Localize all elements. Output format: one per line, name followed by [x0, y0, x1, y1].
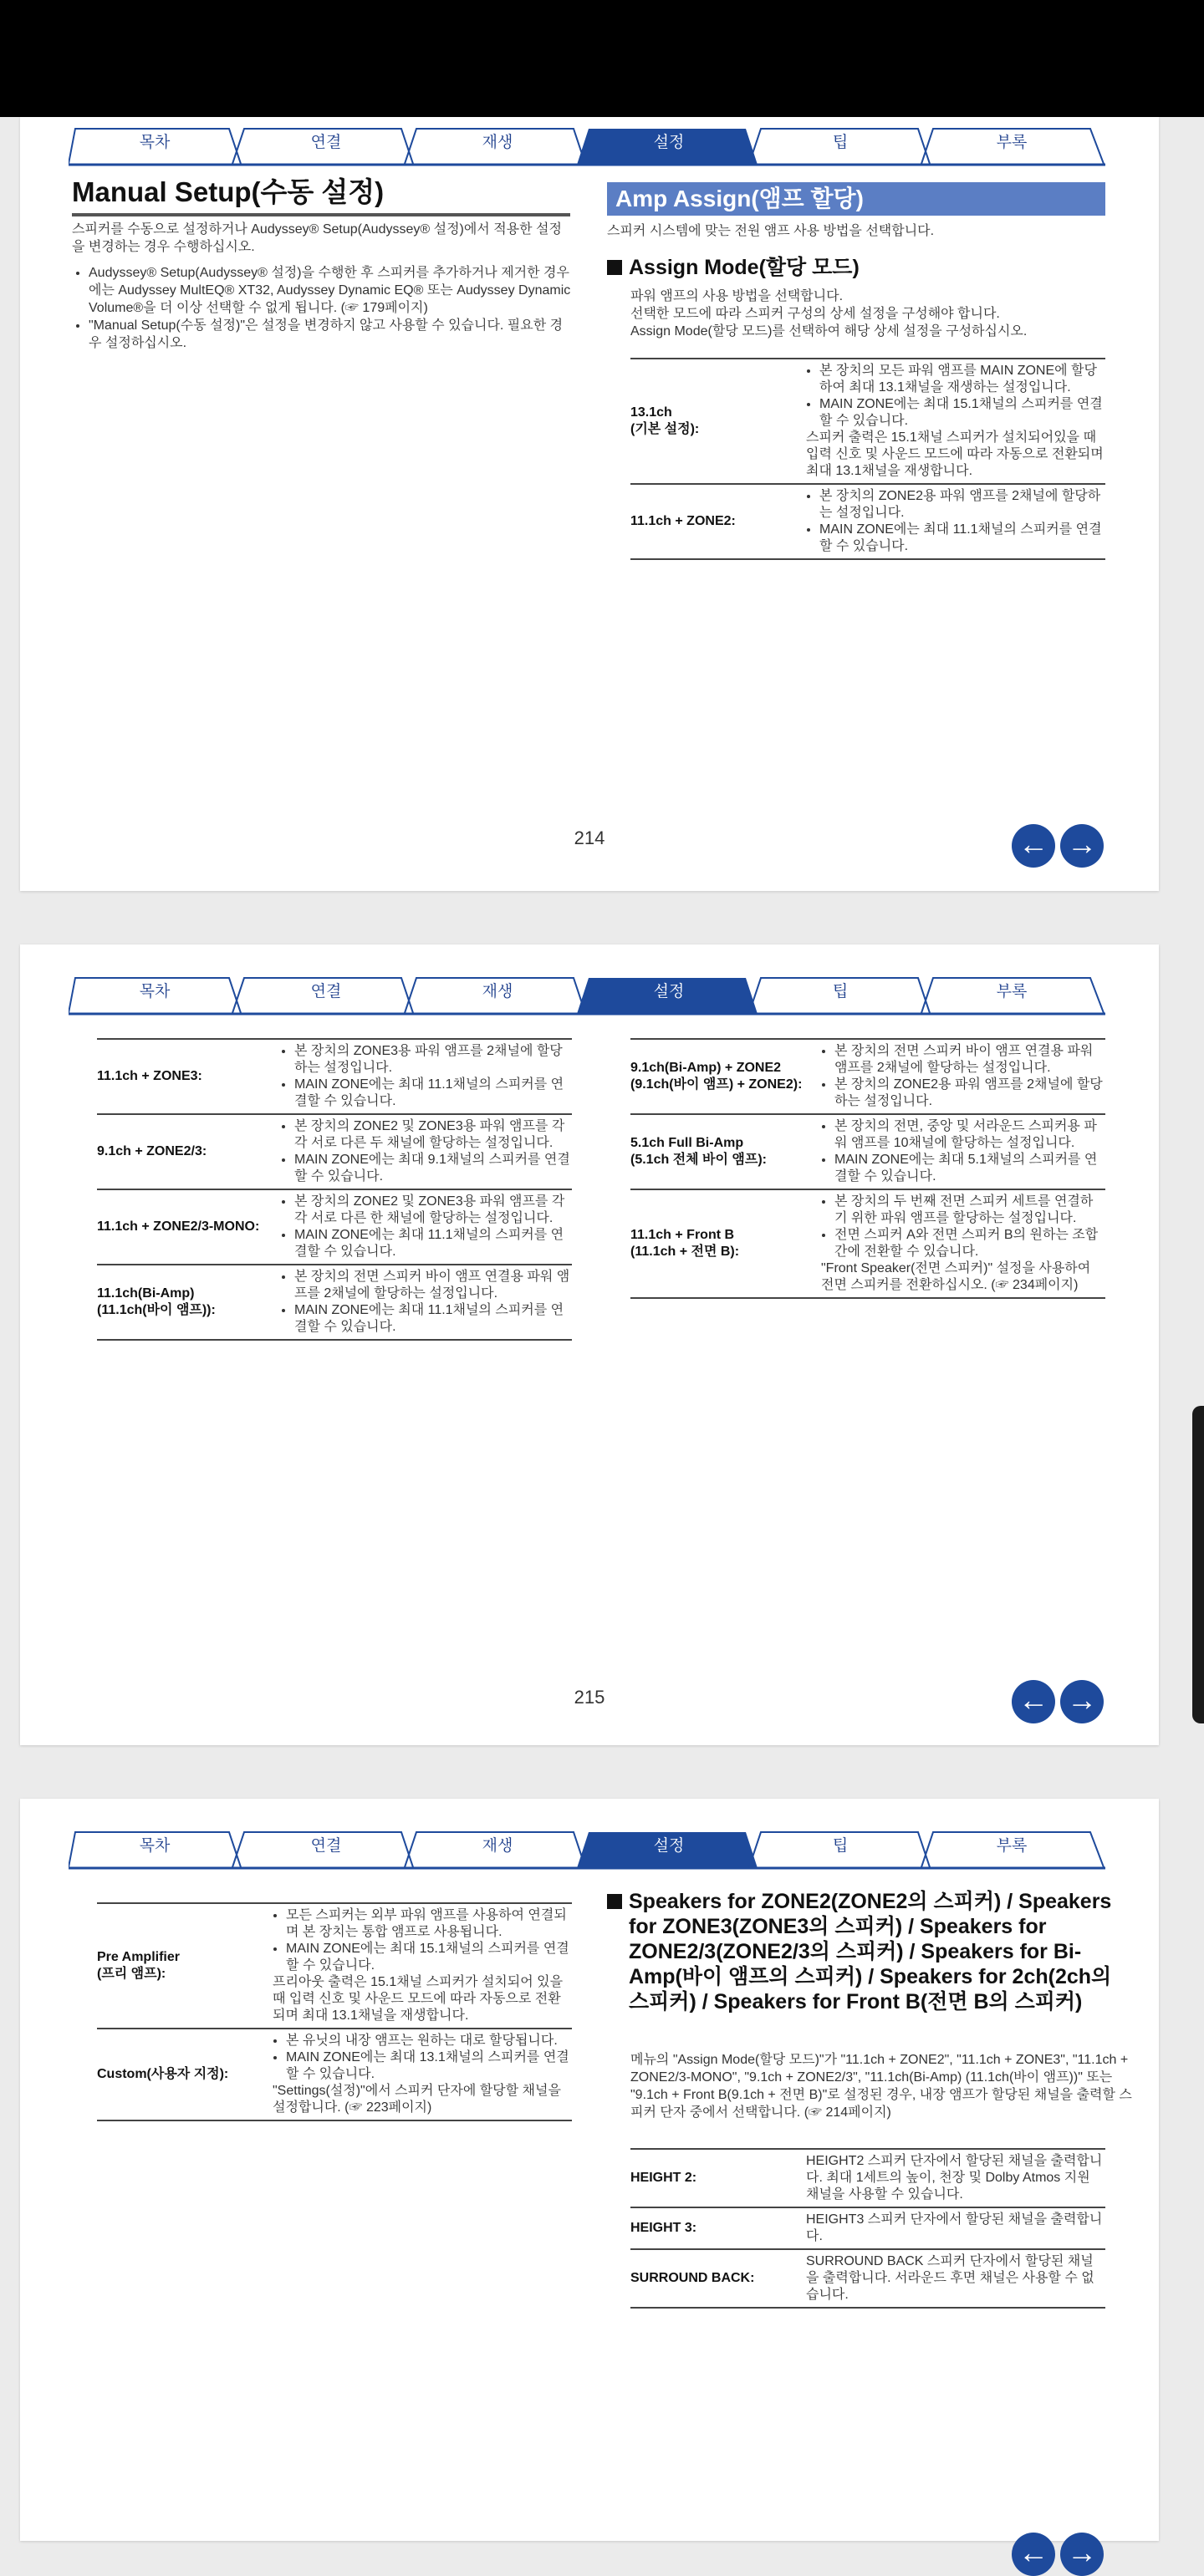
tab-connections[interactable]: 연결: [310, 1837, 342, 1855]
tab-tips[interactable]: 팁: [832, 134, 849, 151]
table-row: [630, 1189, 1105, 1298]
next-page-button[interactable]: [1060, 2533, 1104, 2576]
tab-appendix[interactable]: 부록: [996, 1837, 1028, 1855]
row-bullet: • MAIN ZONE에는 최대 11.1채널의 스피커를 연결할 수 있습니다.: [294, 1302, 572, 1336]
row-text: HEIGHT2 스피커 단자에서 할당된 채널을 출력합니다. 최대 1세트의 높이, 천장 및 Dolby Atmos 지원 채널을 사용할 수 있습니다.: [806, 2154, 1103, 2202]
row-label: 11.1ch + ZONE2:: [630, 484, 806, 559]
row-note: 스피커 출력은 15.1채널 스피커가 설치되어있을 때 입력 신호 및 사운드 모드에 따라 자동으로 전환되며 최대 13.1채널을 재생합니다.: [806, 430, 1104, 478]
table-row: [630, 1114, 1105, 1189]
assign-mode-table-right: [630, 1038, 1105, 1299]
row-bullet: • 본 장치의 ZONE2용 파워 앰프를 2채널에 할당하는 설정입니다.: [819, 488, 1105, 522]
row-desc: [273, 2029, 572, 2120]
table-row: [630, 1039, 1105, 1114]
page-number: 215: [574, 1687, 605, 1708]
row-bullet: • MAIN ZONE에는 최대 11.1채널의 스피커를 연결할 수 있습니다.: [819, 522, 1105, 555]
table-row: [630, 2149, 1105, 2207]
row-label: Custom(사용자 지정):: [97, 2029, 273, 2120]
amp-assign-desc: 스피커 시스템에 맞는 전원 앰프 사용 방법을 선택합니다.: [607, 224, 935, 238]
speakers-heading: Speakers for ZONE2(ZONE2의 스피커) / Speakers for ZONE3(ZONE3의 스피커) / Speakers for ZONE2/3(ZONE2/3의 스피커) / Speakers for Bi-Amp(바이 앰프의 스피커) / Speakers for 2ch(2ch의 스피커) / Speakers for Front B(전면 B의 스피커): [629, 1890, 1112, 2013]
row-note: 프리아웃 출력은 15.1채널 스피커가 설치되어 있을 때 입력 신호 및 사운드 모드에 따라 자동으로 전환되며 최대 13.1채널을 재생합니다.: [273, 1975, 564, 2023]
row-desc: [806, 2249, 1105, 2308]
tab-shapes: [69, 125, 1105, 169]
row-label: SURROUND BACK:: [630, 2249, 806, 2308]
tab-connections[interactable]: 연결: [310, 134, 342, 151]
tab-settings[interactable]: 설정: [653, 134, 685, 151]
row-desc: [806, 484, 1105, 559]
left-arrow-icon: ←: [1018, 1683, 1048, 1717]
row-desc: [821, 1114, 1105, 1189]
row-bullet: • MAIN ZONE에는 최대 9.1채널의 스피커를 연결할 수 있습니다.: [294, 1152, 572, 1185]
row-bullet: • 전면 스피커 A와 전면 스피커 B의 원하는 조합 간에 전환할 수 있습니다.: [834, 1227, 1105, 1260]
row-desc: [806, 359, 1105, 484]
row-bullet: • MAIN ZONE에는 최대 11.1채널의 스피커를 연결할 수 있습니다.: [294, 1077, 572, 1110]
row-bullet: • MAIN ZONE에는 최대 5.1채널의 스피커를 연결할 수 있습니다.: [834, 1152, 1105, 1185]
row-bullet: • MAIN ZONE에는 최대 13.1채널의 스피커를 연결할 수 있습니다.: [286, 2049, 572, 2083]
section-bar-amp-assign: Amp Assign(앰프 할당): [607, 182, 1105, 216]
row-label: 11.1ch(Bi-Amp) (11.1ch(바이 앰프)):: [97, 1265, 281, 1340]
table-row: [630, 359, 1105, 484]
side-panel-handle[interactable]: [1192, 1406, 1204, 1723]
tab-bar: [69, 125, 1105, 169]
row-bullet: • 본 장치의 ZONE2 및 ZONE3용 파워 앰프를 각각 서로 다른 두 채널에 할당하는 설정입니다.: [294, 1118, 572, 1152]
row-desc: [821, 1039, 1105, 1114]
table-row: [630, 2207, 1105, 2249]
row-bullet: • 본 장치의 두 번째 전면 스피커 세트를 연결하기 위한 파워 앰프를 할당하는 설정입니다.: [834, 1194, 1105, 1227]
manual-page-215: [20, 944, 1159, 1745]
assign-mode-table: [630, 358, 1105, 560]
table-row: [630, 2249, 1105, 2308]
tab-shapes: [69, 975, 1105, 1018]
assign-mode-desc: 파워 앰프의 사용 방법을 선택합니다. 선택한 모드에 따라 스피커 구성의 상세 설정을 구성해야 합니다. Assign Mode(할당 모드)를 선택하여 해당 상세 설정을 구성하십시오.: [630, 289, 1028, 339]
row-bullet: • 본 장치의 모든 파워 앰프를 MAIN ZONE에 할당하여 최대 13.1채널을 재생하는 설정입니다.: [819, 363, 1105, 396]
row-desc: [273, 1903, 572, 2029]
table-row: [97, 2029, 572, 2120]
row-bullet: • MAIN ZONE에는 최대 11.1채널의 스피커를 연결할 수 있습니다.: [294, 1227, 572, 1260]
row-bullet: • 본 장치의 ZONE2용 파워 앰프를 2채널에 할당하는 설정입니다.: [834, 1077, 1105, 1110]
row-label: HEIGHT 3:: [630, 2207, 806, 2249]
assign-mode-table-continued: [97, 1902, 572, 2121]
subheading-assign-mode: [607, 251, 860, 281]
row-label: 9.1ch(Bi-Amp) + ZONE2 (9.1ch(바이 앰프) + ZONE2):: [630, 1039, 821, 1114]
right-arrow-icon: →: [1067, 827, 1097, 861]
table-row: [97, 1189, 572, 1265]
table-row: [97, 1039, 572, 1114]
table-row: [630, 484, 1105, 559]
row-bullet: • 모든 스피커는 외부 파워 앰프를 사용하여 연결되며 본 장치는 통합 앰프로 사용됩니다.: [286, 1907, 572, 1941]
row-desc: [281, 1039, 572, 1114]
table-row: [97, 1903, 572, 2029]
tab-connections[interactable]: 연결: [310, 983, 342, 1000]
row-bullet: • 본 장치의 ZONE3용 파워 앰프를 2채널에 할당하는 설정입니다.: [294, 1043, 572, 1077]
row-bullet: • MAIN ZONE에는 최대 15.1채널의 스피커를 연결할 수 있습니다.: [819, 396, 1105, 430]
next-page-button[interactable]: [1060, 1680, 1104, 1723]
intro-text: 스피커를 수동으로 설정하거나 Audyssey® Setup(Audyssey® 설정)에서 적용한 설정을 변경하는 경우 수행하십시오.: [72, 222, 562, 254]
row-label: 11.1ch + Front B (11.1ch + 전면 B):: [630, 1189, 821, 1298]
table-row: [97, 1265, 572, 1340]
row-label: 5.1ch Full Bi-Amp (5.1ch 전체 바이 앰프):: [630, 1114, 821, 1189]
row-label: Pre Amplifier (프리 앰프):: [97, 1903, 273, 2029]
row-desc: [281, 1114, 572, 1189]
row-label: 13.1ch (기본 설정):: [630, 359, 806, 484]
height-table: [630, 2148, 1105, 2309]
prev-page-button[interactable]: [1012, 824, 1055, 868]
next-page-button[interactable]: [1060, 824, 1104, 868]
row-bullet: • 본 장치의 전면 스피커 바이 앰프 연결용 파워 앰프를 2채널에 할당하는 설정입니다.: [834, 1043, 1105, 1077]
row-label: HEIGHT 2:: [630, 2149, 806, 2207]
square-bullet-icon: [607, 1894, 622, 1909]
top-black-bar: [0, 0, 1204, 117]
tab-playback[interactable]: 재생: [482, 983, 513, 1000]
left-arrow-icon: ←: [1018, 2535, 1048, 2569]
manual-page-216: [20, 1799, 1159, 2569]
tab-settings[interactable]: 설정: [653, 1837, 685, 1855]
row-note: "Front Speaker(전면 스피커)" 설정을 사용하여 전면 스피커를 전환하십시오. (☞ 234페이지): [821, 1261, 1091, 1292]
row-bullet: • 본 장치의 전면 스피커 바이 앰프 연결용 파워 앰프를 2채널에 할당하는 설정입니다.: [294, 1269, 572, 1302]
page-title: Manual Setup(수동 설정): [72, 171, 570, 216]
tab-tips[interactable]: 팁: [832, 983, 849, 1000]
tab-bar: [69, 1829, 1105, 1872]
row-label: 11.1ch + ZONE2/3-MONO:: [97, 1189, 281, 1265]
right-arrow-icon: →: [1067, 1683, 1097, 1717]
tab-contents[interactable]: 목차: [139, 983, 171, 1000]
row-note: "Settings(설정)"에서 스피커 단자에 할당할 채널을 설정합니다. (☞ 223페이지): [273, 2084, 561, 2115]
tab-shapes: [69, 1829, 1105, 1872]
assign-mode-table-left: [97, 1038, 572, 1341]
right-arrow-icon: →: [1067, 2535, 1097, 2569]
row-label: 9.1ch + ZONE2/3:: [97, 1114, 281, 1189]
row-desc: [821, 1189, 1105, 1298]
tab-bar: [69, 975, 1105, 1018]
prev-page-button[interactable]: [1012, 2533, 1055, 2576]
tab-appendix[interactable]: 부록: [996, 983, 1028, 1000]
left-arrow-icon: ←: [1018, 827, 1048, 861]
tab-contents[interactable]: 목차: [139, 1837, 171, 1855]
tab-playback[interactable]: 재생: [482, 1837, 513, 1855]
tab-tips[interactable]: 팁: [832, 1837, 849, 1855]
manual-page-214: [20, 117, 1159, 891]
row-bullet: • 본 장치의 전면, 중앙 및 서라운드 스피커용 파워 앰프를 10채널에 할당하는 설정입니다.: [834, 1118, 1105, 1152]
tab-settings[interactable]: 설정: [653, 983, 685, 1000]
note-item: • "Manual Setup(수동 설정)"은 설정을 변경하지 않고 사용할 수 있습니다. 필요한 경우 설정하십시오.: [89, 317, 574, 352]
tab-appendix[interactable]: 부록: [996, 134, 1028, 151]
row-bullet: • MAIN ZONE에는 최대 15.1채널의 스피커를 연결할 수 있습니다.: [286, 1941, 572, 1974]
table-row: [97, 1114, 572, 1189]
row-bullet: • 본 유닛의 내장 앰프는 원하는 대로 할당됩니다.: [286, 2033, 572, 2049]
row-desc: [281, 1189, 572, 1265]
note-item: • Audyssey® Setup(Audyssey® 설정)을 수행한 후 스피커를 추가하거나 제거한 경우에는 Audyssey MultEQ® XT32, Audyssey Dynamic EQ® 또는 Audyssey Dynamic Volume®을 더 이상 선택할 수 없게 됩니다. (☞ 179페이지): [89, 264, 574, 317]
prev-page-button[interactable]: [1012, 1680, 1055, 1723]
row-desc: [281, 1265, 572, 1340]
note-list: [72, 264, 574, 352]
row-bullet: • 본 장치의 ZONE2 및 ZONE3용 파워 앰프를 각각 서로 다른 한 채널에 할당하는 설정입니다.: [294, 1194, 572, 1227]
row-desc: [806, 2207, 1105, 2249]
speakers-desc: 메뉴의 "Assign Mode(할당 모드)"가 "11.1ch + ZONE2", "11.1ch + ZONE3", "11.1ch + ZONE2/3-MONO", "9.1ch + ZONE2/3", "11.1ch(Bi-Amp) (11.1ch(바이 앰프))" 또는 "9.1ch + Front B(9.1ch + 전면 B)"로 설정된 경우, 내장 앰프가 할당된 채널을 출력할 스피커 단자 중에서 선택합니다. (☞ 214페이지): [630, 2053, 1132, 2120]
tab-playback[interactable]: 재생: [482, 134, 513, 151]
row-desc: [806, 2149, 1105, 2207]
square-bullet-icon: [607, 260, 622, 275]
row-text: HEIGHT3 스피커 단자에서 할당된 채널을 출력합니다.: [806, 2212, 1103, 2243]
assign-mode-title: Assign Mode(할당 모드): [629, 256, 860, 279]
row-text: SURROUND BACK 스피커 단자에서 할당된 채널을 출력합니다. 서라운드 후면 채널은 사용할 수 없습니다.: [806, 2254, 1094, 2302]
page-number: 214: [574, 827, 605, 848]
row-label: 11.1ch + ZONE3:: [97, 1039, 281, 1114]
tab-contents[interactable]: 목차: [139, 134, 171, 151]
